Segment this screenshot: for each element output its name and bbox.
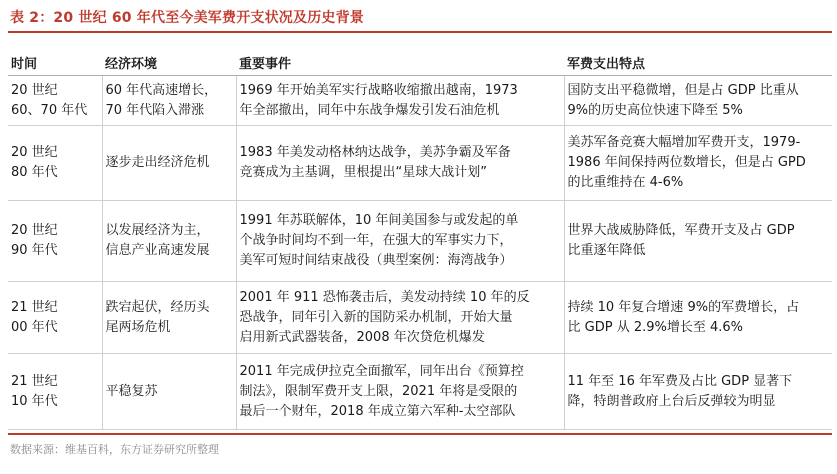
cell-line: 11 年至 16 年军费及占比 GDP 显著下 [567, 373, 793, 389]
cell-line: 60 年代高速增长， [105, 82, 218, 98]
cell-economy [102, 126, 236, 201]
cell-line: 2011 年完成伊拉克全面撤军，同年出台《预算控 [239, 363, 524, 379]
cell-time [8, 201, 102, 282]
cell-line: 10 年代 [11, 393, 58, 409]
cell-line: 启用新式武器装备，2008 年次贷危机爆发 [239, 329, 485, 345]
cell-line: 国防支出平稳微增，但是占 GDP 比重从 [567, 82, 799, 98]
header-features: 军费支出特点 [564, 54, 832, 76]
bottom-rule [8, 433, 832, 435]
cell-time [8, 354, 102, 430]
cell-events [236, 201, 564, 282]
table-row [8, 76, 832, 126]
cell-line: 00 年代 [11, 319, 58, 335]
cell-line: 80 年代 [11, 165, 58, 180]
cell-line: 世界大战威胁降低，军费开支及占 GDP [567, 223, 795, 238]
table-title: 表 2：20 世纪 60 年代至今美军费开支状况及历史背景 [10, 10, 365, 26]
cell-line: 竞赛成为主基调，里根提出“星球大战计划” [239, 165, 487, 180]
cell-events [236, 126, 564, 201]
cell-time [8, 76, 102, 126]
header-events: 重要事件 [236, 54, 564, 76]
cell-line: 跌宕起伏，经历头 [105, 299, 210, 315]
cell-features [564, 126, 832, 201]
cell-line: 美军可短时间结束战役（典型案例：海湾战争） [239, 253, 513, 268]
cell-line: 的比重维持在 4-6% [567, 175, 684, 190]
cell-line: 20 世纪 [11, 82, 58, 98]
cell-line: 逐步走出经济危机 [105, 155, 210, 170]
cell-line: 9%的历史高位快速下降至 5% [567, 102, 743, 118]
cell-line: 比 GDP 从 2.9%增长至 4.6% [567, 319, 744, 335]
cell-line: 信息产业高速发展 [105, 243, 210, 258]
cell-features [564, 76, 832, 126]
cell-line: 70 年代陷入滞涨 [105, 102, 205, 118]
cell-economy [102, 282, 236, 354]
header-row [8, 54, 832, 76]
cell-line: 90 年代 [11, 243, 58, 258]
source-note: 数据来源：维基百科，东方证券研究所整理 [10, 443, 219, 456]
header-economy: 经济环境 [102, 54, 236, 76]
table-row [8, 282, 832, 354]
cell-line: 1991 年苏联解体，10 年间美国参与或发起的单 [239, 213, 519, 228]
cell-line: 尾两场危机 [105, 319, 171, 335]
cell-time [8, 282, 102, 354]
cell-line: 20 世纪 [11, 223, 58, 238]
table-row [8, 201, 832, 282]
cell-line: 平稳复苏 [105, 383, 158, 399]
cell-line: 降，特朗普政府上台后反弹较为明显 [567, 393, 776, 409]
cell-line: 以发展经济为主， [105, 223, 210, 238]
cell-line: 制法》，限制军费开支上限，2021 年将是受限的 [239, 383, 518, 399]
cell-time [8, 126, 102, 201]
cell-economy [102, 76, 236, 126]
cell-economy [102, 201, 236, 282]
cell-events [236, 354, 564, 430]
cell-line: 个战争时间均不到一年，在强大的军事实力下， [239, 233, 513, 248]
cell-line: 最后一个财年，2018 年成立第六军种-太空部队 [239, 403, 516, 419]
table-body [8, 76, 832, 430]
cell-line: 21 世纪 [11, 373, 58, 389]
cell-line: 美苏军备竞赛大幅增加军费开支，1979- [567, 135, 801, 150]
cell-features [564, 201, 832, 282]
cell-line: 20 世纪 [11, 145, 58, 160]
cell-line: 持续 10 年复合增速 9%的军费增长，占 [567, 299, 800, 315]
cell-line: 60、70 年代 [11, 102, 88, 118]
cell-events [236, 282, 564, 354]
cell-features [564, 354, 832, 430]
header-time: 时间 [8, 54, 102, 76]
cell-economy [102, 354, 236, 430]
cell-line: 比重逐年降低 [567, 243, 646, 258]
table-row [8, 354, 832, 430]
cell-line: 1986 年间保持两位数增长，但是占 GPD [567, 155, 806, 170]
cell-line: 1983 年美发动格林纳达战争，美苏争霸及军备 [239, 145, 511, 160]
cell-line: 年全部撤出，同年中东战争爆发引发石油危机 [239, 102, 500, 118]
table-row [8, 126, 832, 201]
cell-line: 恐战争，同年引入新的国防采办机制，开始大量 [239, 309, 513, 325]
cell-events [236, 76, 564, 126]
cell-line: 2001 年 911 恐怖袭击后，美发动持续 10 年的反 [239, 289, 530, 305]
top-rule [8, 31, 832, 33]
cell-line: 1969 年开始美军实行战略收缩撤出越南，1973 [239, 82, 518, 98]
military-spending-table [8, 54, 832, 430]
cell-line: 21 世纪 [11, 299, 58, 315]
cell-features [564, 282, 832, 354]
